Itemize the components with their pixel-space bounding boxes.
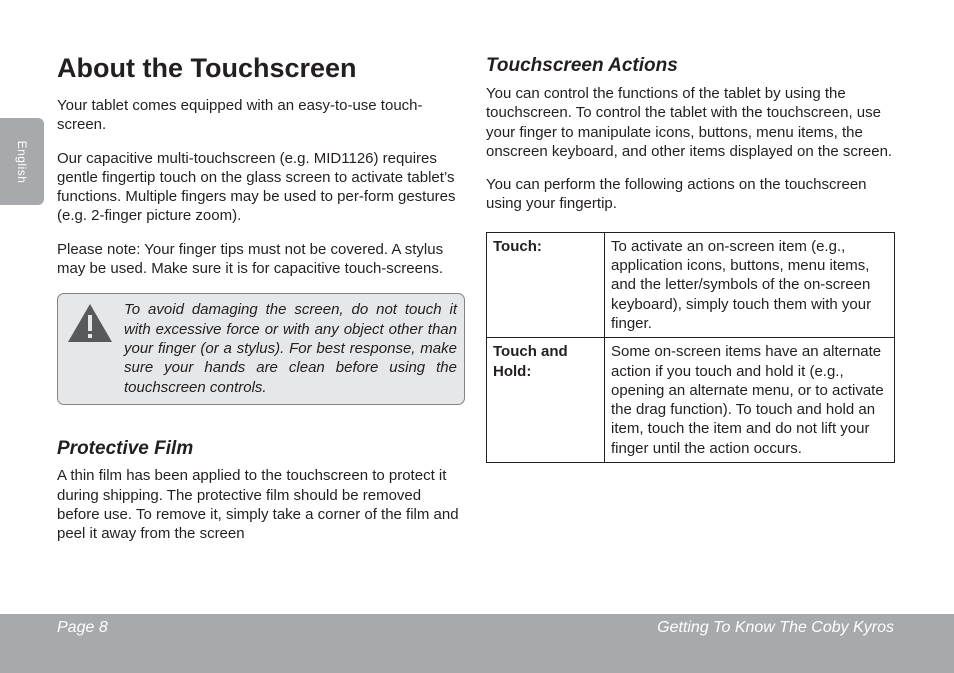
- action-description: Some on-screen items have an alternate action if you touch and hold it (e.g., opening an alternate menu, or to activate the drag function). To touch and hold an item, touch the item and do not lift your finger until the action occurs.: [605, 338, 895, 463]
- table-row: [487, 232, 895, 337]
- page-footer: [0, 614, 954, 673]
- table-row: [487, 338, 895, 463]
- warning-triangle-icon: [67, 303, 113, 343]
- language-tab-label: English: [15, 140, 29, 184]
- section-title: Getting To Know The Coby Kyros: [657, 619, 894, 636]
- action-description: To activate an on-screen item (e.g., application icons, buttons, menu items, and the letter/symbols of the on-screen keyboard), simply touch them with your finger.: [605, 232, 895, 337]
- left-column: [57, 52, 467, 544]
- action-term: Touch and Hold:: [487, 338, 605, 463]
- warning-box: [57, 293, 465, 405]
- intro-paragraph: Your tablet comes equipped with an easy-to-use touch-screen.: [57, 97, 423, 134]
- page-title: About the Touchscreen: [57, 53, 357, 83]
- actions-table: [486, 232, 895, 463]
- actions-intro-paragraph: You can control the functions of the tablet by using the touchscreen. To control the tablet with the touchscreen, use your finger to manipulate icons, buttons, menu items, the onscreen keyboard, and other items displayed on the screen.: [486, 85, 893, 160]
- language-tab: [0, 118, 44, 205]
- note-paragraph: Please note: Your finger tips must not be covered. A stylus may be used. Make sure it is for capacitive touch-screens.: [57, 240, 444, 278]
- touchscreen-actions-heading: Touchscreen Actions: [486, 55, 678, 76]
- capacitive-paragraph: Our capacitive multi-touchscreen (e.g. MID1126) requires gentle fingertip touch on the glass screen to activate tablet’s functions. Multiple fingers may be used to per-form gestures (e.g. 2-finger picture zoom).: [57, 149, 456, 225]
- right-column: [486, 55, 898, 463]
- page-number: Page 8: [57, 619, 108, 636]
- protective-film-heading: Protective Film: [57, 438, 194, 460]
- protective-film-text: A thin film has been applied to the touchscreen to protect it during shipping. The protective film should be removed before use. To remove it, simply take a corner of the film and peel it away from the screen: [57, 467, 459, 543]
- warning-text: To avoid damaging the screen, do not touch it with excessive force or with any object other than your finger (or a stylus). For best response, make sure your hands are clean before using the touchscreen controls.: [124, 301, 457, 396]
- action-term: Touch:: [487, 232, 605, 337]
- actions-perform-paragraph: You can perform the following actions on the touchscreen using your fingertip.: [486, 176, 867, 213]
